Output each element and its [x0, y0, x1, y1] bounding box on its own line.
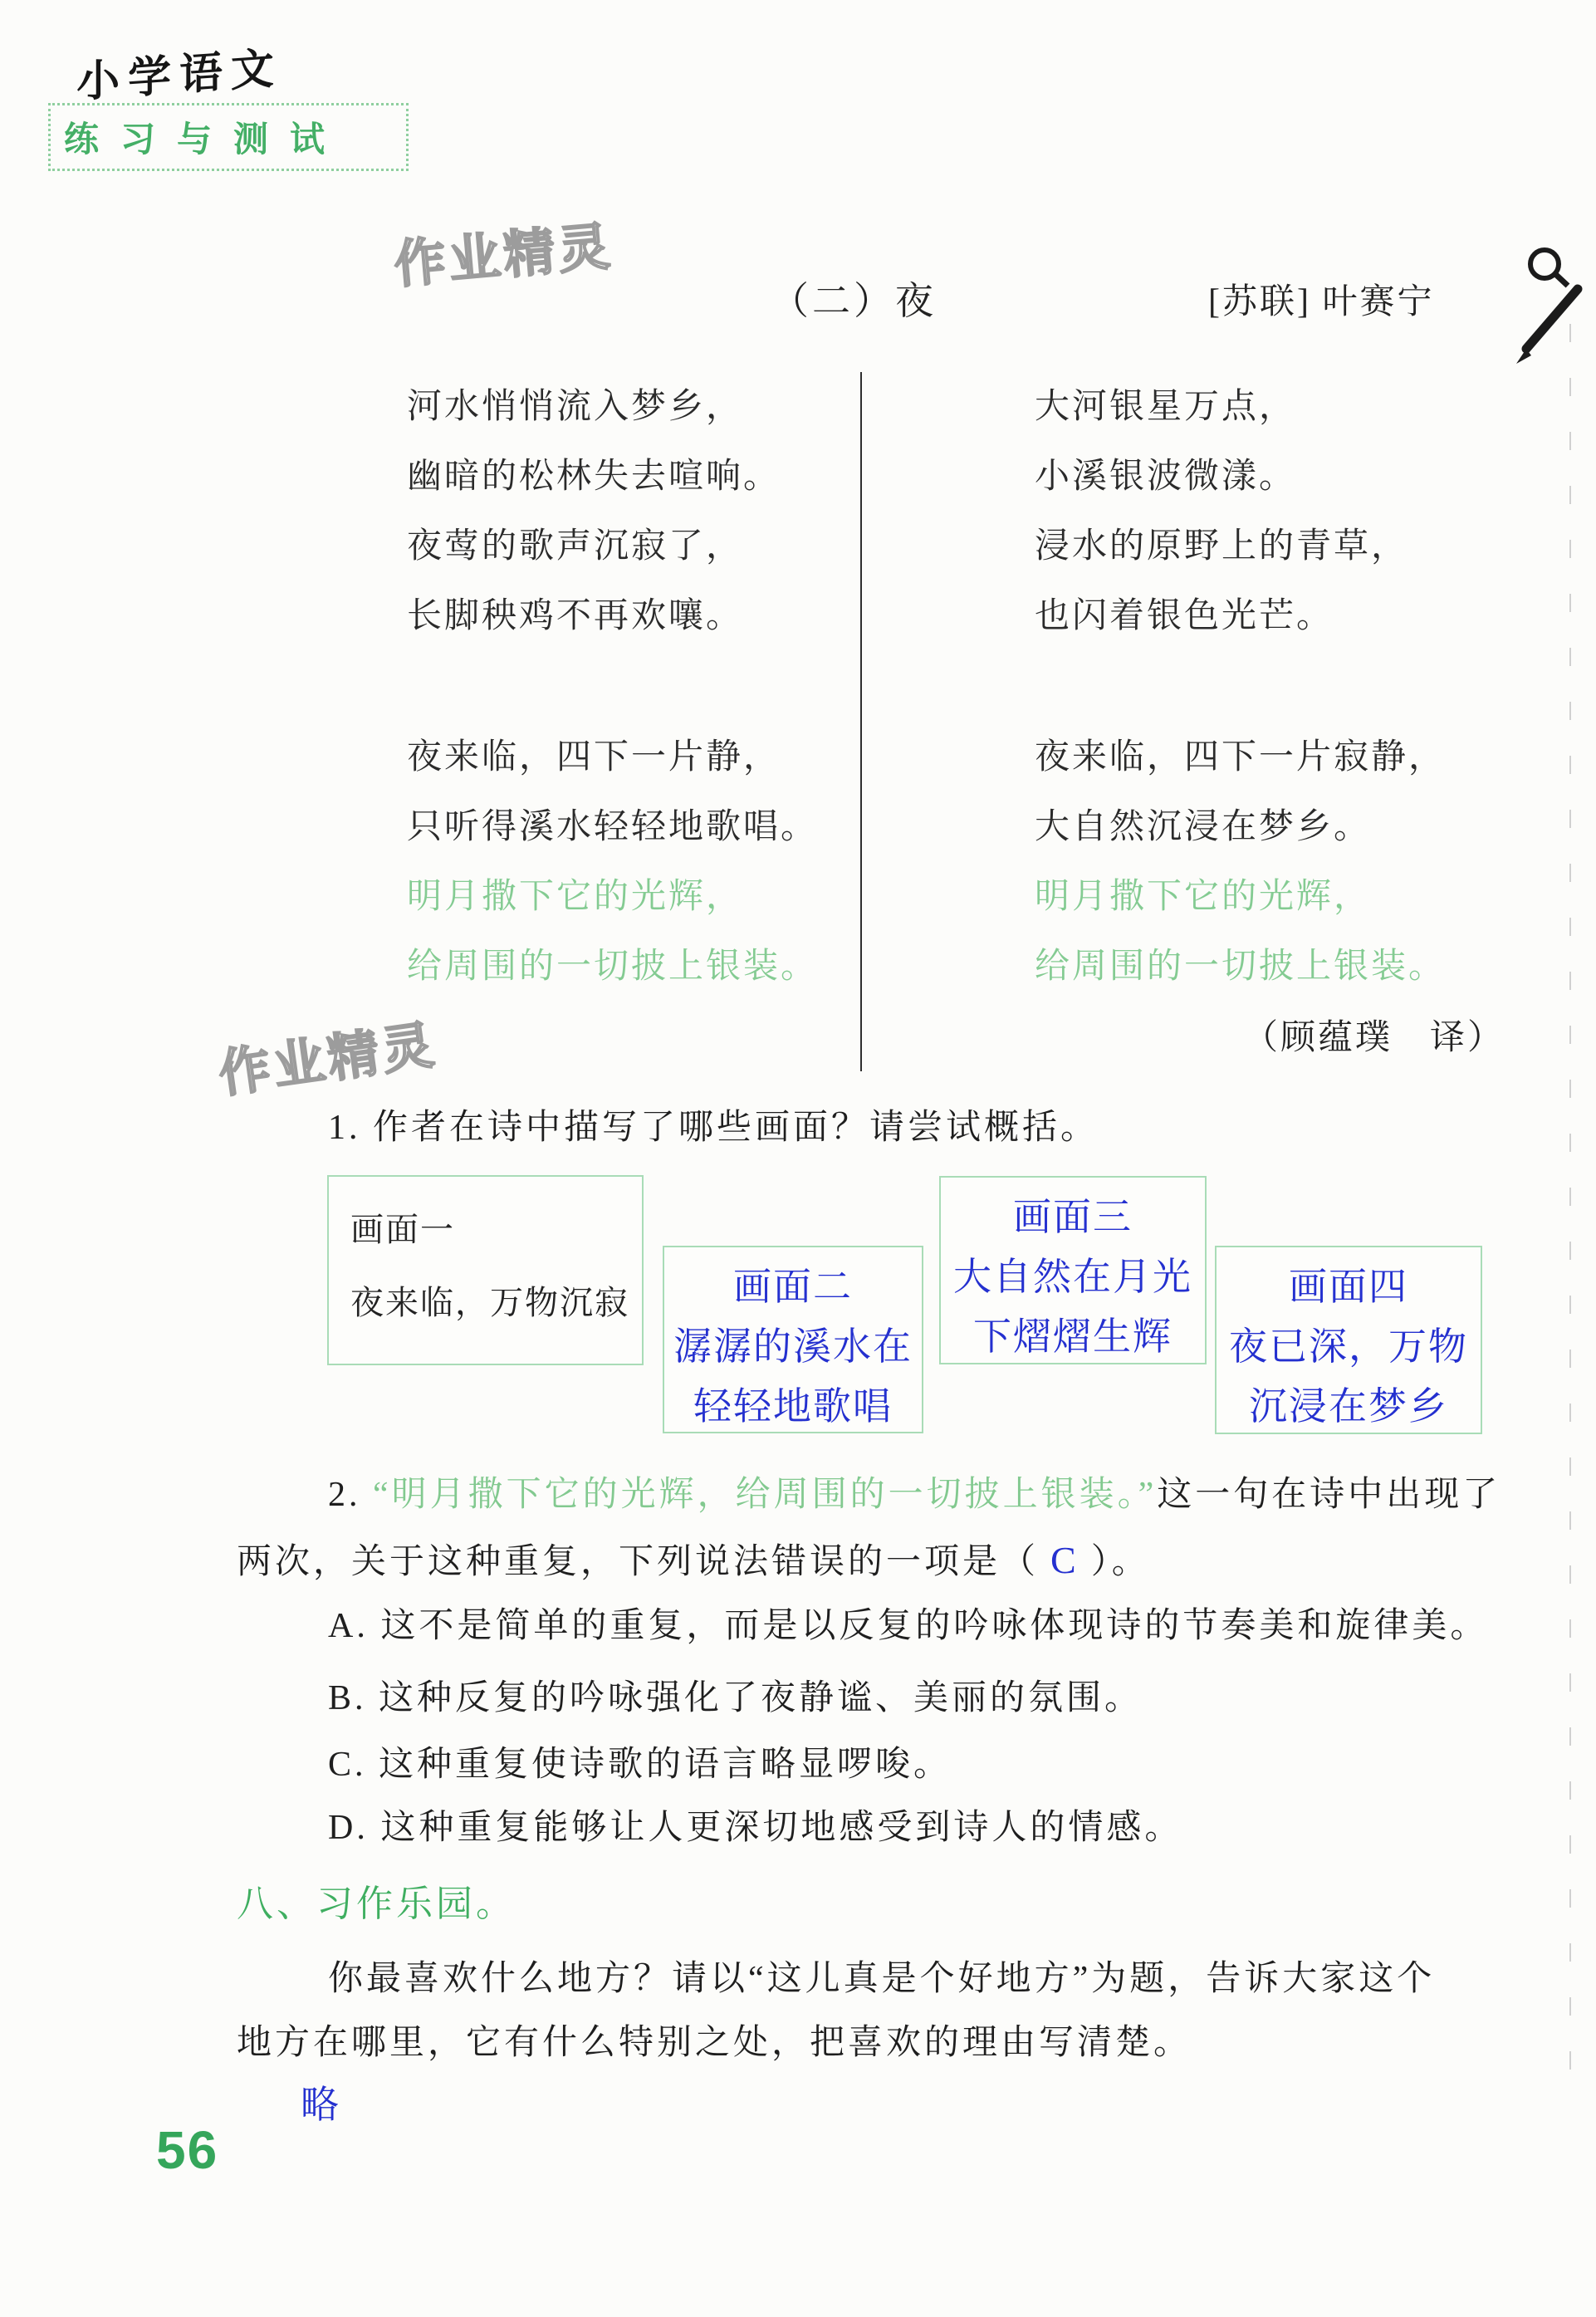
- page-edge-tick: [1569, 1943, 1571, 1962]
- page-edge-tick: [1569, 1889, 1571, 1908]
- page-edge-tick: [1569, 756, 1571, 774]
- poem-line: 也闪着银色光芒。: [1035, 597, 1334, 635]
- poem-left-column: [407, 372, 818, 1002]
- section-8-answer: 略: [301, 2084, 340, 2126]
- question-2-line-2: [237, 1534, 1150, 1584]
- page-edge-tick: [1569, 1673, 1571, 1692]
- page-edge-tick: [1569, 1727, 1571, 1746]
- page-edge-tick: [1569, 1835, 1571, 1854]
- option-d: D. 这种重复能够让人更深切地感受到诗人的情感。: [328, 1809, 1183, 1847]
- question-2-text: ）。: [1090, 1543, 1150, 1581]
- watermark-text: 作业精灵: [392, 218, 616, 295]
- option-a: A. 这不是简单的重复，而是以反复的吟咏体现诗的节奏美和旋律美。: [328, 1607, 1489, 1645]
- section-8-heading: 八、习作乐园。: [237, 1883, 516, 1924]
- poem-line-highlighted: 明月撒下它的光辉，: [1035, 878, 1372, 916]
- page-edge-tick: [1569, 1781, 1571, 1800]
- box-answer: 夜来临，万物沉寂: [350, 1284, 629, 1321]
- box-answer: 轻轻地歌唱: [693, 1385, 893, 1428]
- page-edge-tick: [1569, 864, 1571, 882]
- box-answer: 夜已深，万物: [1229, 1325, 1468, 1368]
- answer-box-3: [939, 1176, 1207, 1364]
- logo-subtitle: 练习与测试: [64, 120, 347, 159]
- page-edge-tick: [1569, 1188, 1571, 1206]
- question-2-number: 2.: [328, 1476, 373, 1514]
- page-edge-tick: [1569, 1997, 1571, 2016]
- answer-box-1: [327, 1175, 644, 1365]
- poem-line: 幽暗的松林失去喧响。: [407, 458, 781, 496]
- page-edge-tick: [1569, 1296, 1571, 1314]
- logo-subtitle-box: [48, 103, 409, 171]
- answer-box-4: [1215, 1246, 1482, 1434]
- page-edge-tick: [1569, 702, 1571, 720]
- option-c: C. 这种重复使诗歌的语言略显啰唆。: [328, 1746, 952, 1784]
- page-edge-tick: [1569, 594, 1571, 612]
- poem-line-highlighted: 给周围的一切披上银装。: [407, 948, 819, 986]
- poem-line-highlighted: 明月撒下它的光辉，: [407, 878, 744, 916]
- question-1-prompt: 1. 作者在诗中描写了哪些画面？请尝试概括。: [328, 1109, 1099, 1147]
- page-edge-tick: [1569, 540, 1571, 558]
- page-edge-tick: [1569, 1350, 1571, 1368]
- poem-line: 浸水的原野上的青草，: [1035, 527, 1409, 566]
- box-answer: 潺潺的溪水在: [673, 1325, 913, 1368]
- question-2-answer: C: [1050, 1539, 1080, 1581]
- page-edge-tick: [1569, 1026, 1571, 1044]
- question-2-text: 这一句在诗中出现了: [1157, 1476, 1501, 1514]
- section-8-paragraph-line-2: 地方在哪里，它有什么特别之处，把喜欢的理由写清楚。: [237, 2024, 1192, 2062]
- box-answer: 下熠熠生辉: [973, 1315, 1173, 1358]
- page-edge-tick: [1569, 1403, 1571, 1422]
- page-edge-tick: [1569, 1565, 1571, 1584]
- page-edge-tick: [1569, 1242, 1571, 1260]
- box-label: 画面四: [1289, 1266, 1408, 1308]
- page-edge-tick: [1569, 1080, 1571, 1098]
- page-edge-tick: [1569, 486, 1571, 504]
- box-answer: 大自然在月光: [953, 1256, 1192, 1298]
- page-edge-tick: [1569, 2051, 1571, 2070]
- page-edge-tick: [1569, 1511, 1571, 1530]
- answer-box-2: [663, 1246, 923, 1433]
- poem-title: （二）夜: [771, 280, 937, 322]
- page-edge-tick: [1569, 432, 1571, 450]
- watermark-text: 作业精灵: [215, 1016, 441, 1104]
- page-edge-tick: [1569, 1619, 1571, 1638]
- page-edge-tick: [1569, 1134, 1571, 1152]
- poem-line: 夜来临，四下一片静，: [407, 738, 781, 776]
- translator-credit: （顾蕴璞 译）: [1242, 1019, 1505, 1057]
- page-edge-tick: [1569, 918, 1571, 936]
- page-edge-tick: [1569, 648, 1571, 666]
- question-2-quote: “明月撒下它的光辉，给周围的一切披上银装。”: [373, 1476, 1158, 1514]
- poem-line: 夜来临，四下一片寂静，: [1035, 738, 1447, 776]
- question-2-text: 两次，关于这种重复，下列说法错误的一项是（: [237, 1543, 1040, 1581]
- option-b: B. 这种反复的吟咏强化了夜静谧、美丽的氛围。: [328, 1679, 1143, 1717]
- poem-line-highlighted: 给周围的一切披上银装。: [1035, 948, 1447, 986]
- poem-line: 夜莺的歌声沉寂了，: [407, 527, 744, 566]
- page-edge-tick: [1569, 810, 1571, 828]
- page-edge-tick: [1569, 378, 1571, 396]
- page-edge-tick: [1569, 324, 1571, 342]
- poem-line: 只听得溪水轻轻地歌唱。: [407, 808, 819, 846]
- magnifier-pencil-icon: [1505, 242, 1591, 375]
- page-edge-ticks: [1569, 0, 1573, 2317]
- page-edge-tick: [1569, 972, 1571, 990]
- question-2-line-1: [328, 1467, 1501, 1516]
- poem-right-column: [1035, 372, 1446, 1002]
- poem-line: 长脚秧鸡不再欢嚷。: [407, 597, 744, 635]
- page-edge-tick: [1569, 1457, 1571, 1476]
- section-8-paragraph-line-1: 你最喜欢什么地方？请以“这儿真是个好地方”为题，告诉大家这个: [328, 1960, 1436, 1998]
- poem-line: 河水悄悄流入梦乡，: [407, 388, 744, 426]
- box-answer: 沉浸在梦乡: [1249, 1385, 1448, 1428]
- box-label: 画面一: [350, 1211, 455, 1248]
- poem-line: 小溪银波微漾。: [1035, 458, 1297, 496]
- page-number: 56: [156, 2120, 219, 2180]
- box-label: 画面三: [1013, 1196, 1133, 1238]
- poem-line: 大河银星万点，: [1035, 388, 1297, 426]
- poem-line: 大自然沉浸在梦乡。: [1035, 808, 1372, 846]
- poem-author: [苏联] 叶赛宁: [1208, 283, 1435, 321]
- logo-title: 小学语文: [76, 44, 282, 107]
- poem-column-divider: [860, 372, 862, 1071]
- box-label: 画面二: [733, 1266, 853, 1308]
